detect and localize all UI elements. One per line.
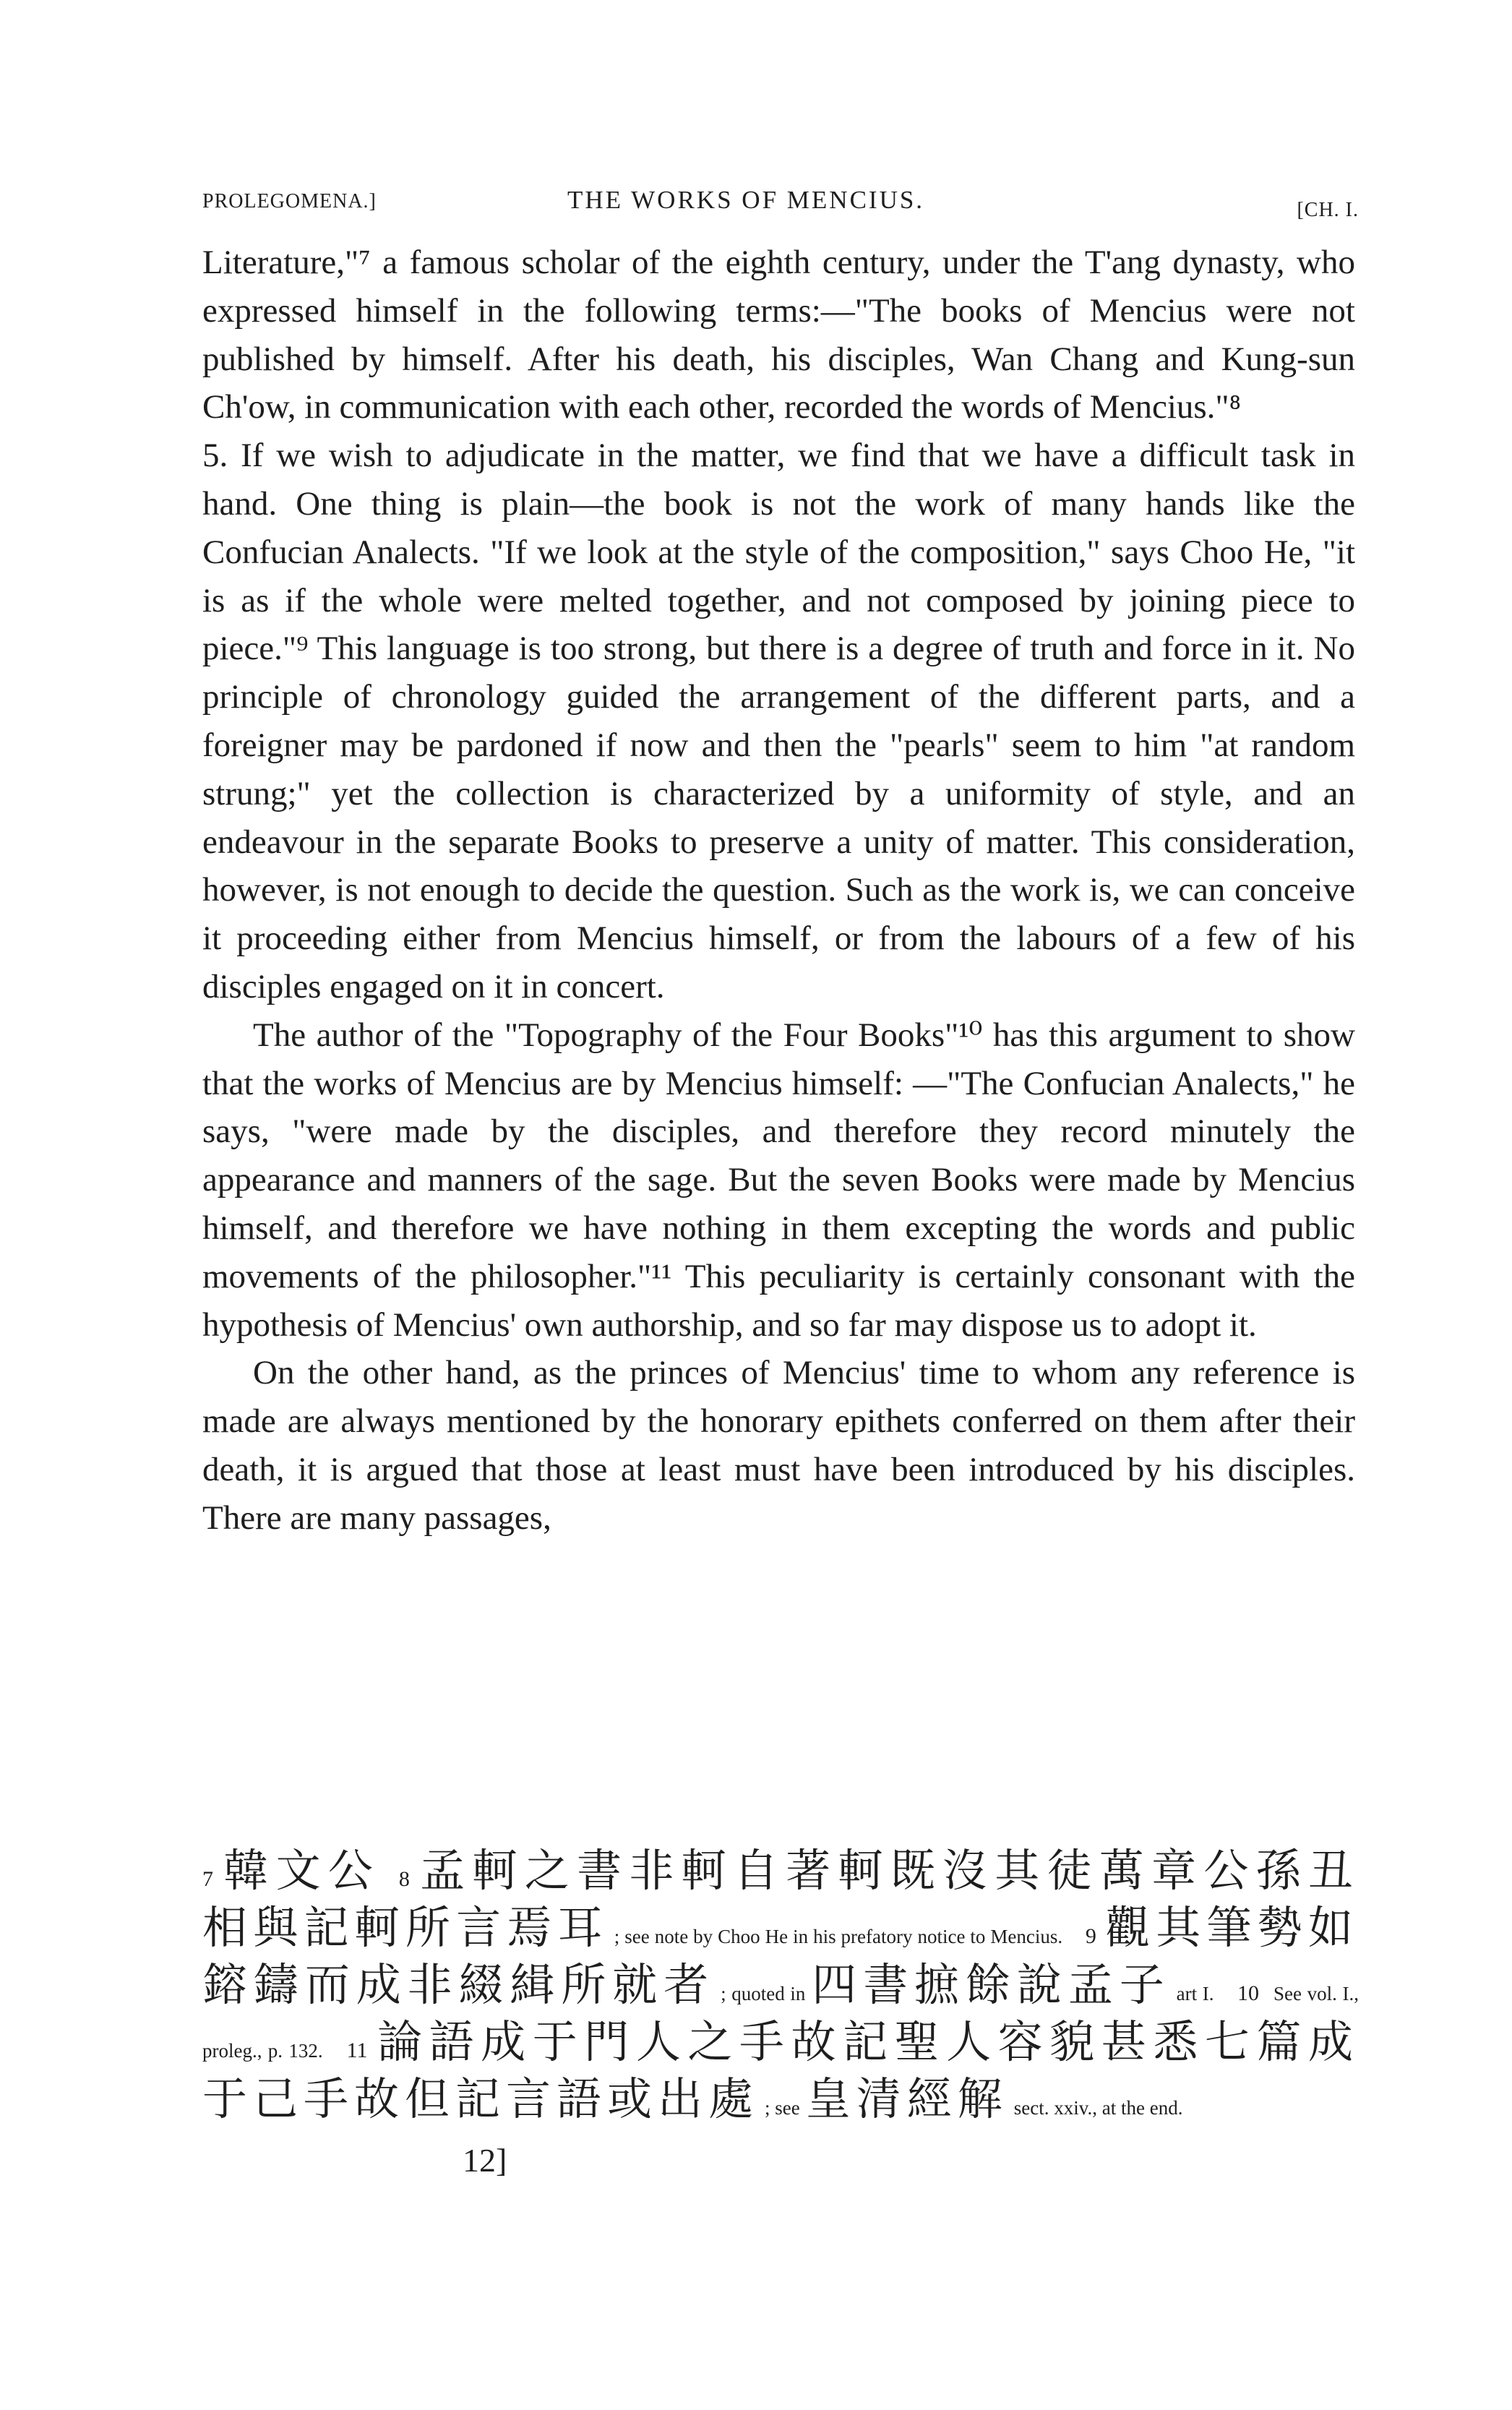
paragraph-section-5: 5. If we wish to adjudicate in the matter, we find that we have a difficult task in hand. One thing is plain—the book is not the work of many hands like the Confucian Analects. "If we look at the style of the composition," says Choo He, "it is as if the whole were melted together, and not composed by joining piece to piece."⁹ This language is too strong, but there is a degree of truth and force in it. No principle of chronology guided the arrangement of the different parts, and a foreigner may be pardoned if now and then the "pearls" seem to him "at random strung;" yet the collection is characterized by a uniformity of style, and an endeavour in the separate Books to preserve a unity of matter. This consideration, however, is not enough to decide the question. Such as the work is, we can conceive it proceeding either from Mencius himself, or from the labours of a few of his disciples engaged on it in concert. bbox=[202, 437, 1355, 1005]
footnote-chinese: 觀其筆勢如鎔鑄而成非綴緝所就者 bbox=[202, 1904, 1359, 2010]
paragraph-continuation: Literature,"⁷ a famous scholar of the eighth century, under the T'ang dynasty, who expressed himself in the following terms:—"The books of Mencius were not published by himself. After his death, his disciples, Wan Chang and Kung-sun Ch'ow, in communication with each other, recorded the words of Mencius."⁸ bbox=[202, 244, 1355, 426]
footnotes bbox=[202, 1847, 1359, 2132]
footnote-11 bbox=[202, 2018, 1359, 2124]
paragraph-topography-argument: The author of the "Topography of the Four Books"¹⁰ has this argument to show that the works of Mencius are by Mencius himself: —"The Confucian Analects," he says, "were made by the disciples, and therefore they record minutely the appearance and manners of the sage. But the seven Books were made by Mencius himself, and therefore we have nothing in them excepting the words and public movements of the philosopher."¹¹ This peculiarity is certainly consonant with the hypothesis of Mencius' own authorship, and so far may dispose us to adopt it. bbox=[202, 1016, 1355, 1344]
footnote-7 bbox=[202, 1847, 399, 1896]
footnote-english: See vol. I., proleg., p. 132. bbox=[202, 1983, 1359, 2062]
footnote-english: ; see bbox=[765, 2097, 800, 2119]
footnote-english: ; quoted in bbox=[721, 1983, 806, 2004]
footnote-chinese: 四書摭餘說孟子 bbox=[811, 1961, 1171, 2010]
page-number: 12] bbox=[463, 2142, 507, 2179]
header-chapter: [CH. I. bbox=[1297, 199, 1359, 221]
main-text bbox=[202, 239, 1355, 1543]
running-header bbox=[202, 186, 1359, 226]
footnote-marker: 8 bbox=[398, 1867, 410, 1891]
header-section-label: PROLEGOMENA.] bbox=[202, 190, 377, 213]
footnote-english: ; see note by Choo He in his prefatory notice to Mencius. bbox=[614, 1926, 1063, 1947]
footnote-chinese: 孟軻之書非軻自著軻既沒其徒萬章公孫丑相與記軻所言焉耳 bbox=[202, 1847, 1359, 1953]
footnote-marker: 7 bbox=[202, 1867, 213, 1891]
header-title: THE WORKS OF MENCIUS. bbox=[567, 186, 925, 214]
footnote-marker: 11 bbox=[346, 2038, 368, 2062]
footnote-marker: 9 bbox=[1085, 1924, 1096, 1948]
paragraph-other-hand: On the other hand, as the princes of Mencius' time to whom any reference is made are always mentioned by the honorary epithets conferred on them after their death, it is argued that those at least must have been introduced by his disciples. There are many passages, bbox=[202, 1354, 1355, 1537]
footnote-english: sect. xxiv., at the end. bbox=[1013, 2097, 1183, 2119]
footnote-chinese: 皇清經解 bbox=[805, 2075, 1008, 2124]
footnote-chinese: 韓文公 bbox=[222, 1847, 381, 1896]
footnote-chinese: 論語成于門人之手故記聖人容貌甚悉七篇成于己手故但記言語或出處 bbox=[202, 2018, 1359, 2124]
footnote-marker: 10 bbox=[1237, 1981, 1259, 2005]
footnote-english: art I. bbox=[1176, 1983, 1214, 2004]
